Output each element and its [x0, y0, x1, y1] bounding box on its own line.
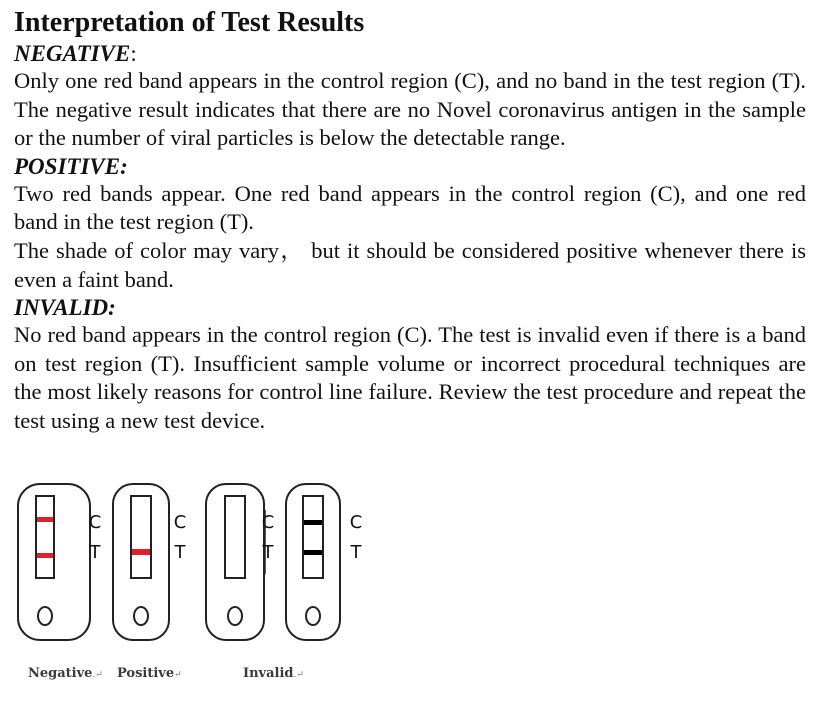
control-label: C: [261, 512, 275, 533]
control-label: C: [173, 512, 187, 533]
test-device-figure: [0, 476, 822, 696]
caption-negative: [28, 666, 103, 681]
test-device-invalid-2: [286, 484, 363, 640]
test-device-invalid-1: [206, 484, 275, 640]
control-label: C: [88, 512, 102, 533]
section-negative: [14, 40, 806, 153]
document: [14, 6, 806, 436]
test-label: T: [89, 542, 101, 563]
sample-well: [228, 607, 242, 625]
section-paragraph: Two red bands appear. One red band appears in the control region (C), and one red band in the test region (T).: [14, 180, 806, 235]
section-heading: INVALID:: [14, 295, 116, 321]
caption-positive: [117, 666, 182, 681]
caption-text: Positive: [117, 666, 175, 681]
section-paragraph: The shade of color may vary， but it should be considered positive whenever there is even a faint band.: [14, 237, 806, 292]
paragraph-mark: ↵: [174, 670, 182, 680]
test-devices-illustration: [0, 476, 822, 696]
page-title: Interpretation of Test Results: [14, 7, 365, 38]
test-band: [37, 553, 53, 558]
caption-text: Invalid: [243, 666, 294, 681]
section-heading: POSITIVE:: [14, 153, 128, 179]
control-band: [37, 517, 53, 522]
test-band: [304, 550, 322, 555]
section-paragraph: Only one red band appears in the control region (C), and no band in the test region (T). The negative result indicates that there are no Novel coronavirus antigen in the sample or the number of viral particles is below the detectable range.: [14, 68, 806, 151]
section-invalid: [14, 294, 806, 435]
test-label: T: [262, 542, 274, 563]
device-outline: [286, 484, 340, 640]
section-paragraph: No red band appears in the control region (C). The test is invalid even if there is a band on test region (T). Insufficient sample volume or incorrect procedural techniques are the most likely reasons for control line failure. Review the test procedure and repeat the test using a new test device.: [14, 322, 806, 433]
test-band: [132, 549, 150, 555]
test-device-negative: [18, 484, 102, 640]
section-positive: [14, 153, 806, 294]
paragraph-mark: .↵: [92, 670, 103, 680]
paragraph-mark: .↵: [293, 670, 304, 680]
device-outline: [206, 484, 264, 640]
heading-text: NEGATIVE: [14, 41, 131, 66]
test-label: T: [174, 542, 186, 563]
result-window: [36, 496, 54, 578]
result-window: [303, 496, 323, 578]
control-band: [304, 520, 322, 525]
section-heading: [14, 40, 806, 67]
sample-well: [306, 607, 320, 625]
control-label: C: [349, 512, 363, 533]
sample-well: [134, 607, 148, 625]
device-outline: [113, 484, 169, 640]
test-label: T: [350, 542, 362, 563]
test-device-positive: [113, 484, 187, 640]
result-window: [131, 496, 151, 578]
result-window: [225, 496, 245, 578]
heading-colon: :: [130, 41, 137, 66]
sample-well: [38, 607, 52, 625]
caption-text: Negative: [28, 666, 93, 681]
caption-invalid: [243, 666, 304, 681]
